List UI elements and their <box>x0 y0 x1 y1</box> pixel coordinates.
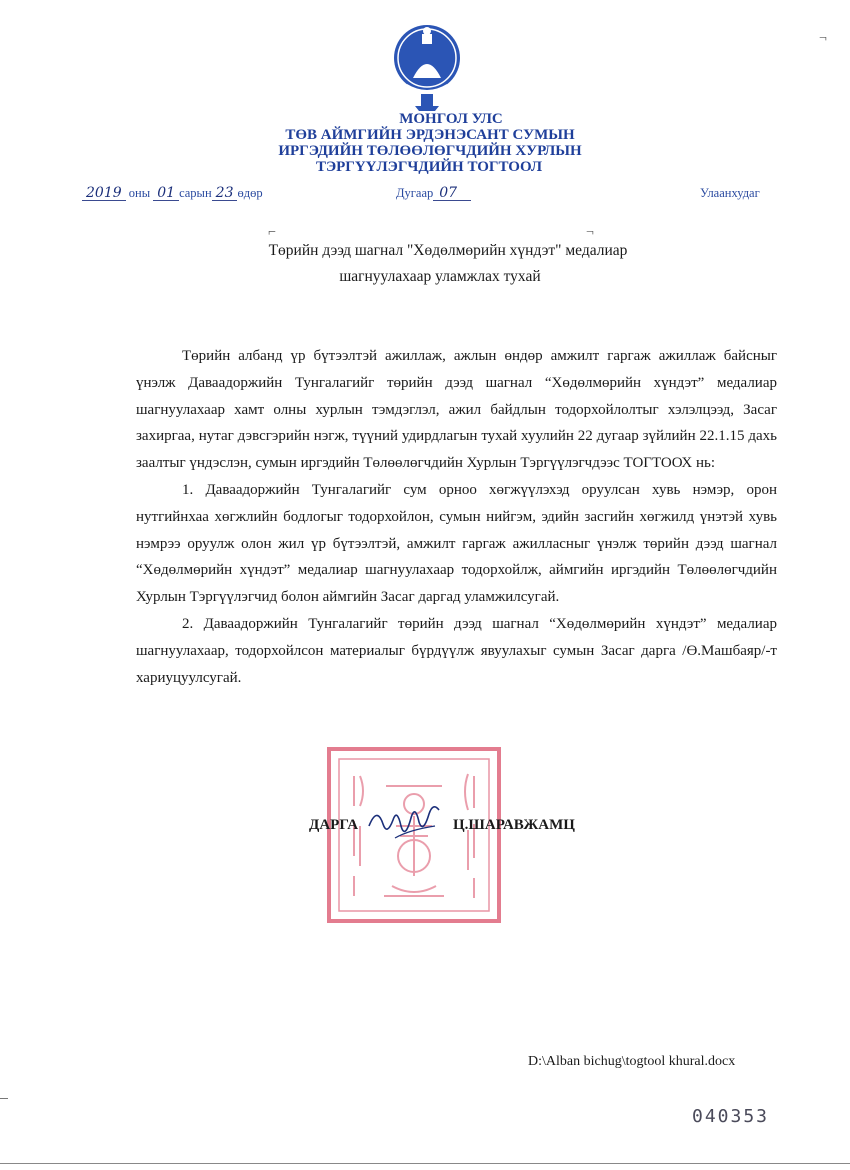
corner-mark-top-right: ¬ <box>819 31 827 46</box>
corner-mark-left: ⌐ <box>268 225 276 240</box>
document-number <box>396 186 471 201</box>
date-month: 01 <box>153 186 179 201</box>
date-year: 2019 <box>82 186 126 201</box>
number-label: Дугаар <box>396 186 434 200</box>
date-year-label: оны <box>128 186 151 200</box>
margin-mark <box>0 1098 8 1099</box>
signatory-title: ДАРГА <box>309 817 359 833</box>
header-council: ИРГЭДИЙН ТӨЛӨӨЛӨГЧДИЙН ХУРЛЫН <box>278 143 582 159</box>
body-intro-paragraph: Төрийн албанд үр бүтээлтэй ажиллаж, ажлын өндөр амжилт гаргаж ажиллаж байсныг үнэлж Даваадоржийн Тунгалагийг төрийн дээд шагнал “Хөдөлмөрийн хүндэт” медалиар шагнуулахаар хамт олны хурлын тэмдэглэл, ажил байдлын тодорхойлолтыг хэлэлцээд, Засаг захиргаа, нутаг дэвсгэрийн нэгж, түүний удирдлагын тухай хуулийн 22 дугаар зүйлийн 22.1.15 дахь заалтыг үндэслэн, сумын иргэдийн Төлөөлөгчдийн Хурлын Тэргүүлэгчдээс ТОГТООХ нь: <box>136 348 777 472</box>
serial-number: 040353 <box>692 1106 770 1127</box>
header-document-type: ТЭРГҮҮЛЭГЧДИЙН ТОГТООЛ <box>315 159 543 175</box>
header-province: ТӨВ АЙМГИЙН ЭРДЭНЭСАНТ СУМЫН <box>285 127 575 143</box>
document-place: Улаанхудаг <box>700 186 760 200</box>
document-header <box>0 111 850 175</box>
date-day-label: өдөр <box>237 186 263 200</box>
file-path: D:\Alban bichug\togtool khural.docx <box>528 1054 736 1069</box>
corner-mark-right: ¬ <box>586 225 594 240</box>
body-item-1: 1. Даваадоржийн Тунгалагийг сум орноо хөгжүүлэхэд оруулсан хувь нэмэр, орон нутгийнхаа хөгжлийн бодлогыг тодорхойлон, сумын нийгэм, эдийн засгийн хөгжилд үнэтэй хувь нэмрээ оруулж олон жил үр бүтээлтэй, амжилт гаргаж ажилласныг үнэлж төрийн дээд шагнал “Хөдөлмөрийн хүндэт” медалиар шагнуулахаар тодорхойлж, аймгийн иргэдийн Төлөөлөгчдийн Хурлын Тэргүүлэгчид болон аймгийн Засаг даргад уламжилсугай. <box>136 481 777 606</box>
handwritten-signature-icon <box>365 796 445 846</box>
number-value: 07 <box>433 186 471 201</box>
document-subject <box>0 238 850 290</box>
body-item-2: 2. Даваадоржийн Тунгалагийг төрийн дээд шагнал “Хөдөлмөрийн хүндэт” медалиар шагнуулахаар, тодорхойлсон материалыг бүрдүүлж явуулахыг сумын Засаг дарга /Ө.Машбаяр/-т хариуцуулсугай. <box>136 615 777 686</box>
date-line <box>82 186 263 201</box>
state-emblem-icon <box>391 20 463 112</box>
subject-line-1: Төрийн дээд шагнал "Хөдөлмөрийн хүндэт" медалиар <box>268 242 628 259</box>
date-day: 23 <box>212 186 238 201</box>
signatory-name: Ц.ШАРАВЖАМЦ <box>453 817 575 833</box>
header-country: МОНГОЛ УЛС <box>399 111 503 127</box>
bottom-rule <box>0 1163 850 1164</box>
document-body <box>136 343 777 691</box>
subject-line-2: шагнуулахаар уламжлах тухай <box>339 268 541 285</box>
date-month-label: сарын <box>179 186 212 200</box>
